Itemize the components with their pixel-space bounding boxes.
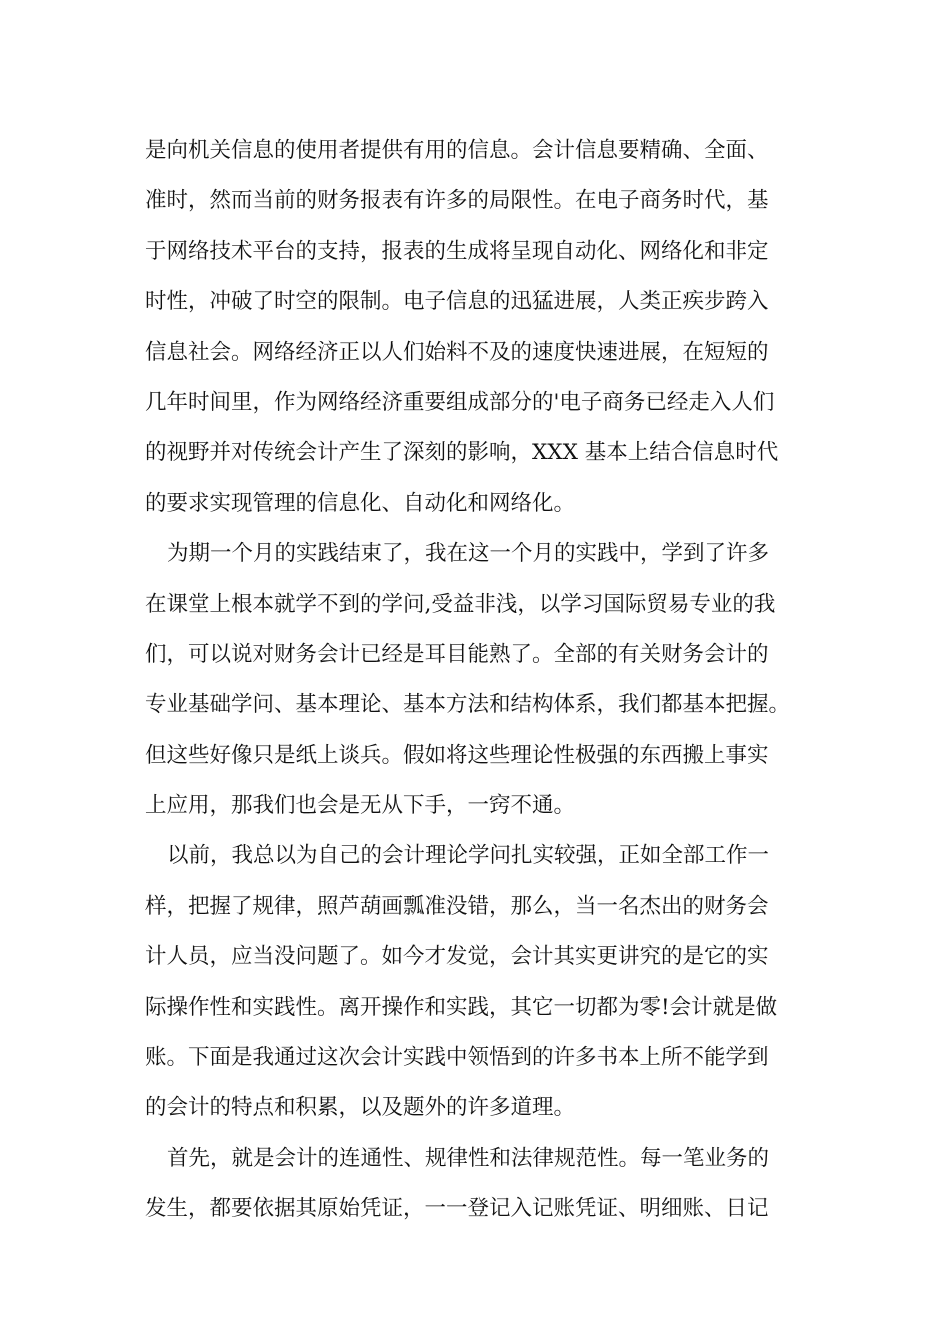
text-line: 发生，都要依据其原始凭证，一一登记入记账凭证、明细账、日记 [145,1196,769,1222]
text-line: 样，把握了规律，照芦葫画瓢准没错，那么，当一名杰出的财务会 [145,893,769,919]
text-line: 为期一个月的实践结束了，我在这一个月的实践中，学到了许多 [167,541,770,567]
text-line: 上应用，那我们也会是无从下手，一窍不通。 [145,793,576,819]
text-line: 的要求实现管理的信息化、自动化和网络化。 [145,490,576,516]
text-line: 的视野并对传统会计产生了深刻的影响，XXX 基本上结合信息时代 [145,440,779,466]
text-line: 但这些好像只是纸上谈兵。假如将这些理论性极强的东西搬上事实 [145,742,769,768]
text-line: 首先，就是会计的连通性、规律性和法律规范性。每一笔业务的 [167,1145,770,1171]
text-line: 几年时间里，作为网络经济重要组成部分的'电子商务已经走入人们 [145,389,775,415]
text-line: 的会计的特点和积累，以及题外的许多道理。 [145,1095,576,1121]
body-text [145,126,825,1235]
text-line: 是向机关信息的使用者提供有用的信息。会计信息要精确、全面、 [145,138,769,163]
text-line: 专业基础学问、基本理论、基本方法和结构体系，我们都基本把握。 [145,692,791,718]
text-line: 账。下面是我通过这次会计实践中领悟到的许多书本上所不能学到 [145,1045,769,1071]
text-line: 准时，然而当前的财务报表有许多的局限性。在电子商务时代，基 [145,188,769,214]
text-line: 在课堂上根本就学不到的学问,受益非浅，以学习国际贸易专业的我 [145,591,776,617]
text-line: 际操作性和实践性。离开操作和实践，其它一切都为零!会计就是做 [145,994,778,1020]
text-line: 于网络技术平台的支持，报表的生成将呈现自动化、网络化和非定 [145,238,769,264]
text-line: 时性，冲破了时空的限制。电子信息的迅猛进展，人类正疾步跨入 [145,289,769,315]
text-line: 们，可以说对财务会计已经是耳目能熟了。全部的有关财务会计的 [145,641,769,667]
text-line: 信息社会。网络经济正以人们始料不及的速度快速进展，在短短的 [145,339,769,365]
text-line: 计人员，应当没问题了。如今才发觉，会计其实更讲究的是它的实 [145,944,769,970]
text-line: 以前，我总以为自己的会计理论学问扎实较强，正如全部工作一 [167,843,770,869]
